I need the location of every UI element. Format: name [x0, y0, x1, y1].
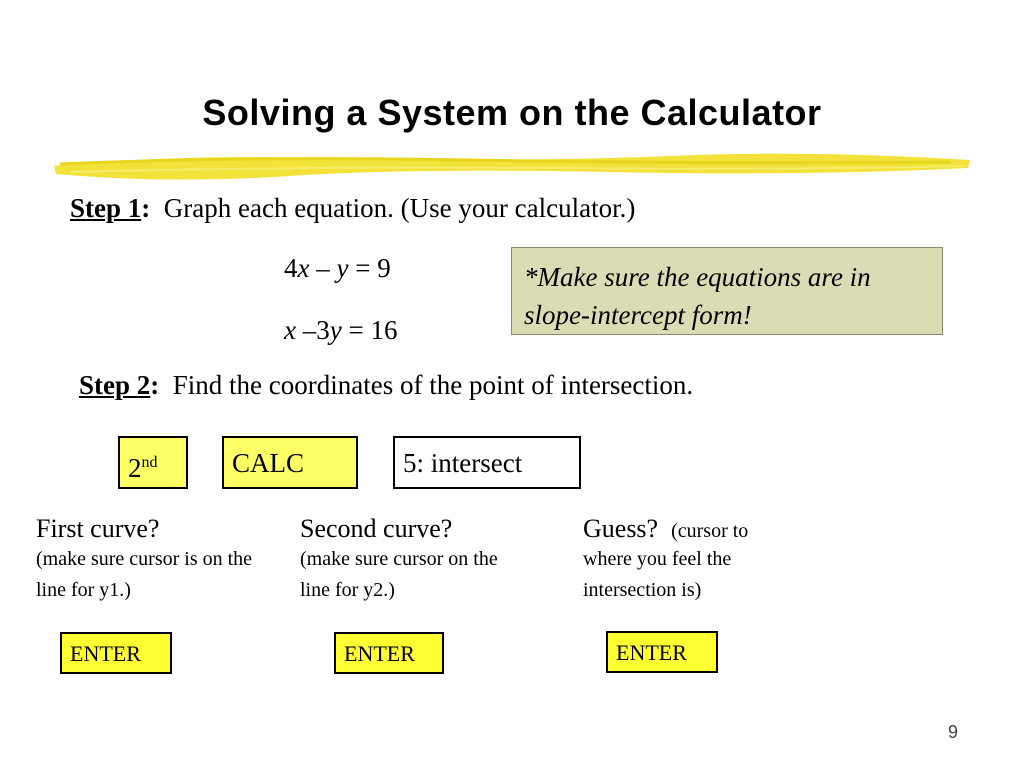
- eq1-coefficient: 4: [284, 253, 298, 283]
- first-curve-heading: First curve?: [36, 514, 160, 543]
- second-key-sup: nd: [141, 454, 158, 471]
- equation-2: [284, 315, 397, 346]
- eq2-rhs: = 16: [341, 315, 398, 345]
- eq2-var-x: x: [284, 315, 296, 345]
- step1-text: Graph each equation. (Use your calculator.): [163, 193, 636, 223]
- step2-label: Step 2: [79, 370, 151, 400]
- guess-heading: Guess?: [583, 514, 659, 543]
- eq1-var-x: x: [297, 253, 310, 283]
- guess-heading-note: (cursor to: [671, 520, 749, 542]
- second-curve-instructions: (make sure cursor on the line for y2.): [300, 548, 498, 601]
- first-curve-instructions: (make sure cursor is on the line for y1.): [36, 548, 253, 601]
- intersect-menu-item: 5: intersect: [393, 436, 581, 489]
- eq1-var-y: y: [336, 253, 349, 283]
- step1-line: [70, 193, 635, 224]
- calc-key: CALC: [222, 436, 358, 489]
- step1-label: Step 1: [70, 193, 142, 223]
- equation-1: [284, 253, 391, 284]
- enter-button-first-curve: ENTER: [60, 632, 172, 674]
- second-key-base: 2: [128, 453, 142, 483]
- enter-button-second-curve: ENTER: [334, 632, 444, 674]
- step2-colon: :: [150, 370, 160, 400]
- second-curve-heading: Second curve?: [300, 514, 453, 543]
- step2-text: Find the coordinates of the point of intersection.: [172, 370, 694, 400]
- step2-line: [79, 370, 693, 401]
- enter-button-guess: ENTER: [606, 631, 718, 673]
- second-curve-column: [300, 514, 530, 606]
- guess-heading-line: [583, 514, 823, 544]
- second-key: [118, 436, 188, 489]
- step1-colon: :: [141, 193, 151, 223]
- eq2-var-y: y: [329, 315, 342, 345]
- guess-instructions: where you feel the intersection is): [583, 548, 732, 601]
- page-number: 9: [947, 722, 958, 742]
- slide-title: Solving a System on the Calculator: [202, 92, 822, 133]
- guess-column: [583, 514, 823, 606]
- first-curve-column: [36, 514, 266, 606]
- eq1-operator: –: [309, 253, 337, 283]
- eq2-operator: –3: [295, 315, 330, 345]
- eq1-rhs: = 9: [348, 253, 391, 283]
- slope-intercept-note: *Make sure the equations are in slope-intercept form!: [511, 247, 943, 335]
- highlighter-brush-stroke: [50, 146, 975, 182]
